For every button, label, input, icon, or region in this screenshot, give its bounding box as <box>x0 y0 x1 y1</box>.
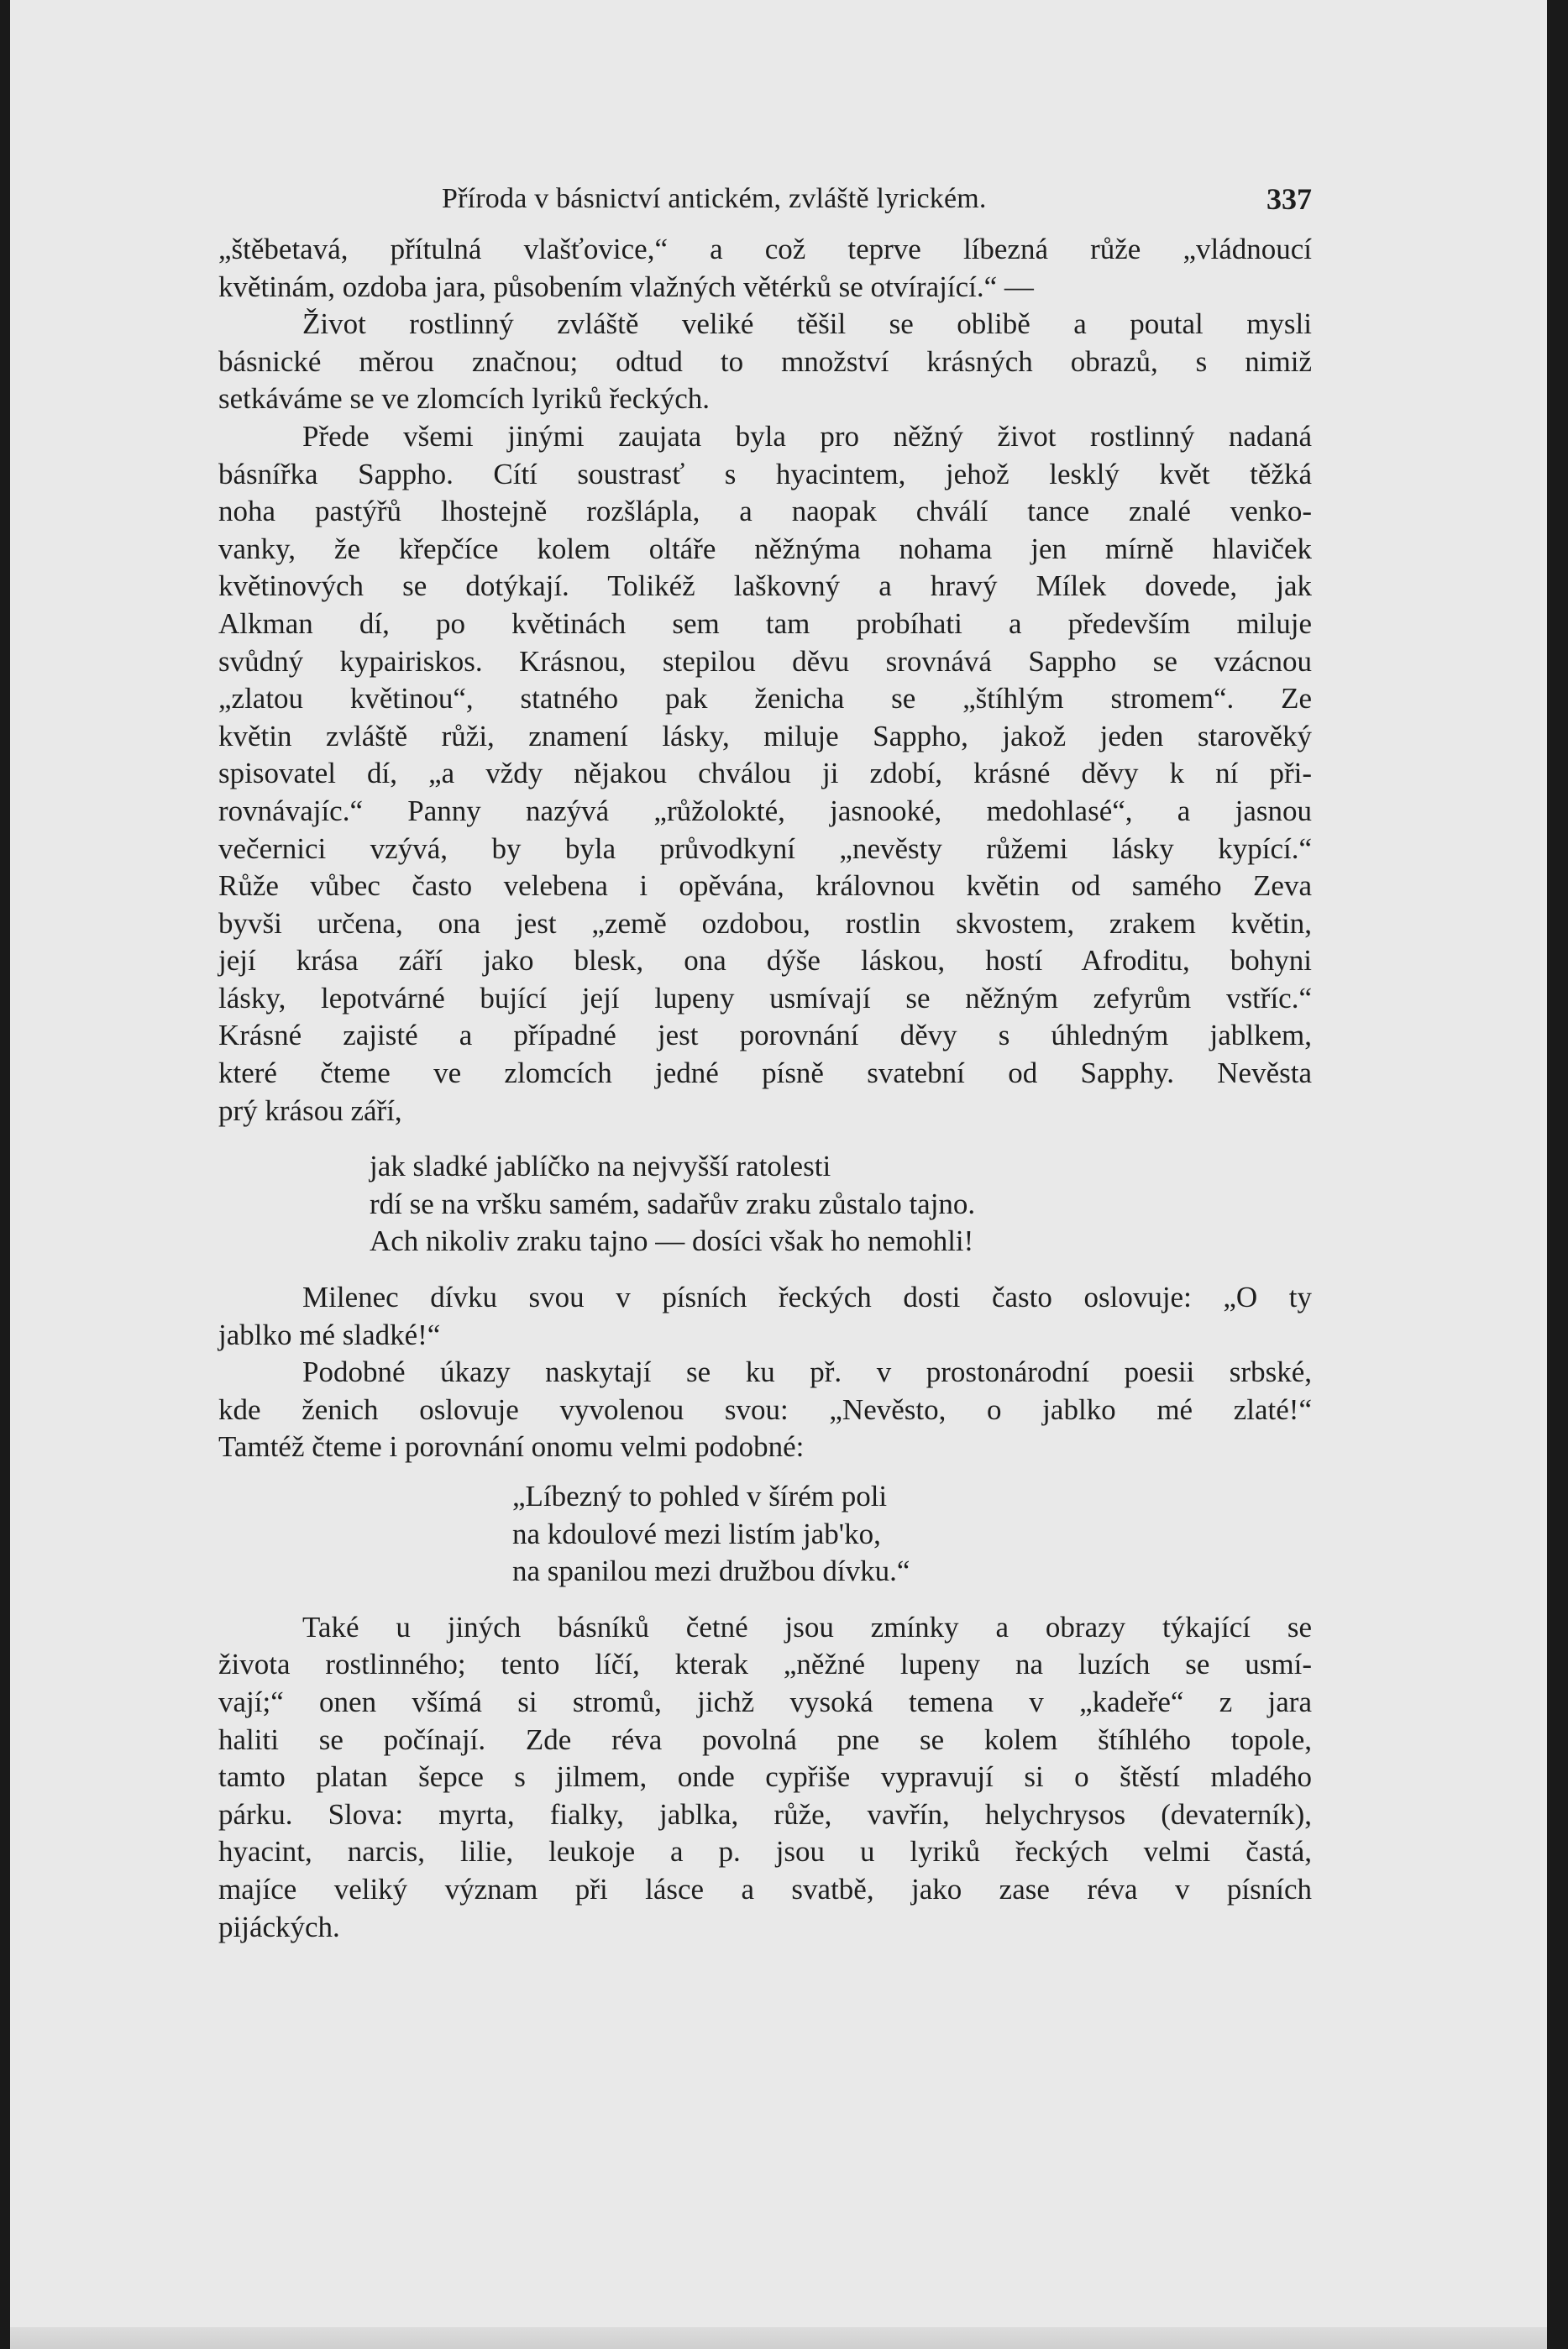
text-line: lásky, lepotvárné bující její lupeny usmívají se něžným zefyrům vstříc.“ <box>218 981 1312 1015</box>
paragraph <box>218 1354 1312 1466</box>
text-line: svůdný kypairiskos. Krásnou, stepilou děvu srovnává Sappho se vzácnou <box>218 644 1312 678</box>
text-line: které čteme ve zlomcích jedné písně svatební od Sapphy. Nevěsta <box>218 1057 1312 1090</box>
text-line: Přede všemi jinými zaujata byla pro něžný život rostlinný nadaná <box>302 419 1312 453</box>
paragraph <box>218 1609 1312 1946</box>
text-line: „zlatou květinou“, statného pak ženicha se „štíhlým stromem“. Ze <box>218 682 1312 716</box>
text-line: Růže vůbec často velebena i opěvána, královnou květin od samého Zeva <box>218 869 1312 903</box>
page-number: 337 <box>1266 182 1312 216</box>
text-line: květinových se dotýkají. Tolikéž laškovný a hravý Mílek dovede, jak <box>218 569 1312 603</box>
text-line: Život rostlinný zvláště veliké těšil se oblibě a poutal mysli <box>302 307 1312 341</box>
text-line: vají;“ onen všímá si stromů, jichž vysoká temena v „kadeře“ z jara <box>218 1685 1312 1718</box>
text-line: pijáckých. <box>218 1910 340 1943</box>
verse-line: Ach nikoliv zraku tajno — dosíci však ho nemohli! <box>370 1224 974 1258</box>
text-block <box>218 172 1312 1946</box>
text-line: večernici vzývá, by byla průvodkyní „nevěsty růžemi lásky kypící.“ <box>218 831 1312 865</box>
spacer <box>218 1261 1312 1279</box>
paragraph <box>218 306 1312 418</box>
text-line: květinám, ozdoba jara, působením vlažných větérků se otvírající.“ — <box>218 270 1034 303</box>
verse-line: „Líbezný to pohled v šírém poli <box>512 1480 888 1513</box>
text-line: života rostlinného; tento líčí, kterak „něžné lupeny na luzích se usmí- <box>218 1648 1312 1681</box>
verse-line: na spanilou mezi družbou dívku.“ <box>512 1555 910 1588</box>
text-line: vanky, že křepčíce kolem oltáře něžnýma nohama jen mírně hlaviček <box>218 532 1312 565</box>
text-line: hyacint, narcis, lilie, leukoje a p. jsou u lyriků řeckých velmi častá, <box>218 1835 1312 1869</box>
text-line: básnířka Sappho. Cítí soustrasť s hyacintem, jehož lesklý květ těžká <box>218 457 1312 490</box>
text-line: noha pastýřů lhostejně rozšlápla, a naopak chválí tance znalé venko- <box>218 495 1312 528</box>
verse-line: na kdoulové mezi listím jab'ko, <box>512 1517 881 1550</box>
verse-line: jak sladké jablíčko na nejvyšší ratolesti <box>370 1150 831 1183</box>
running-title: Příroda v básnictví antickém, zvláště lyrickém. <box>442 183 987 214</box>
text-line: setkáváme se ve zlomcích lyriků řeckých. <box>218 382 711 416</box>
page-header <box>218 172 1312 231</box>
verse-line: rdí se na vršku samém, sadařův zraku zůstalo tajno. <box>370 1187 976 1220</box>
text-line: spisovatel dí, „a vždy nějakou chválou ji zdobí, krásné děvy k ní při- <box>218 757 1312 790</box>
text-line: Také u jiných básníků četné jsou zmínky a obrazy týkající se <box>302 1610 1312 1644</box>
text-line: haliti se počínají. Zde réva povolná pne se kolem štíhlého topole, <box>218 1722 1312 1756</box>
text-line: Krásné zajisté a případné jest porovnání děvy s úhledným jablkem, <box>218 1019 1312 1052</box>
verse-quote <box>218 1148 1312 1261</box>
text-line: básnické měrou značnou; odtud to množství krásných obrazů, s nimiž <box>218 344 1312 378</box>
text-line: rovnávajíc.“ Panny nazývá „růžolokté, jasnooké, medohlasé“, a jasnou <box>218 794 1312 827</box>
text-line: Podobné úkazy naskytají se ku př. v prostonárodní poesii srbské, <box>302 1355 1312 1389</box>
spacer <box>218 1591 1312 1609</box>
paragraph <box>218 418 1312 1130</box>
paragraph <box>218 231 1312 306</box>
text-line: jablko mé sladké!“ <box>218 1318 441 1351</box>
text-line: prý krásou září, <box>218 1093 402 1127</box>
text-line: Alkman dí, po květinách sem tam probíhati a především miluje <box>218 606 1312 640</box>
text-line: majíce veliký význam při lásce a svatbě, jako zase réva v písních <box>218 1872 1312 1906</box>
text-line: tamto platan šepce s jilmem, onde cypřiše vypravují si o štěstí mladého <box>218 1760 1312 1794</box>
spacer <box>218 1466 1312 1478</box>
paragraph <box>218 1279 1312 1354</box>
text-line: květin zvláště růži, znamení lásky, miluje Sappho, jakož jeden starověký <box>218 719 1312 752</box>
book-page <box>10 0 1547 2349</box>
verse-quote <box>218 1478 1312 1591</box>
text-line: Tamtéž čteme i porovnání onomu velmi podobné: <box>218 1430 805 1464</box>
text-line: její krása září jako blesk, ona dýše láskou, hostí Afroditu, bohyni <box>218 944 1312 978</box>
text-line: kde ženich oslovuje vyvolenou svou: „Nevěsto, o jablko mé zlaté!“ <box>218 1392 1312 1426</box>
text-line: Milenec dívku svou v písních řeckých dosti často oslovuje: „O ty <box>302 1281 1312 1314</box>
text-line: „štěbetavá, přítulná vlašťovice,“ a což teprve líbezná růže „vládnoucí <box>218 233 1312 265</box>
text-line: byvši určena, ona jest „země ozdobou, rostlin skvostem, zrakem květin, <box>218 906 1312 940</box>
spacer <box>218 1130 1312 1148</box>
text-line: párku. Slova: myrta, fialky, jablka, růže, vavřín, helychrysos (devaterník), <box>218 1797 1312 1831</box>
